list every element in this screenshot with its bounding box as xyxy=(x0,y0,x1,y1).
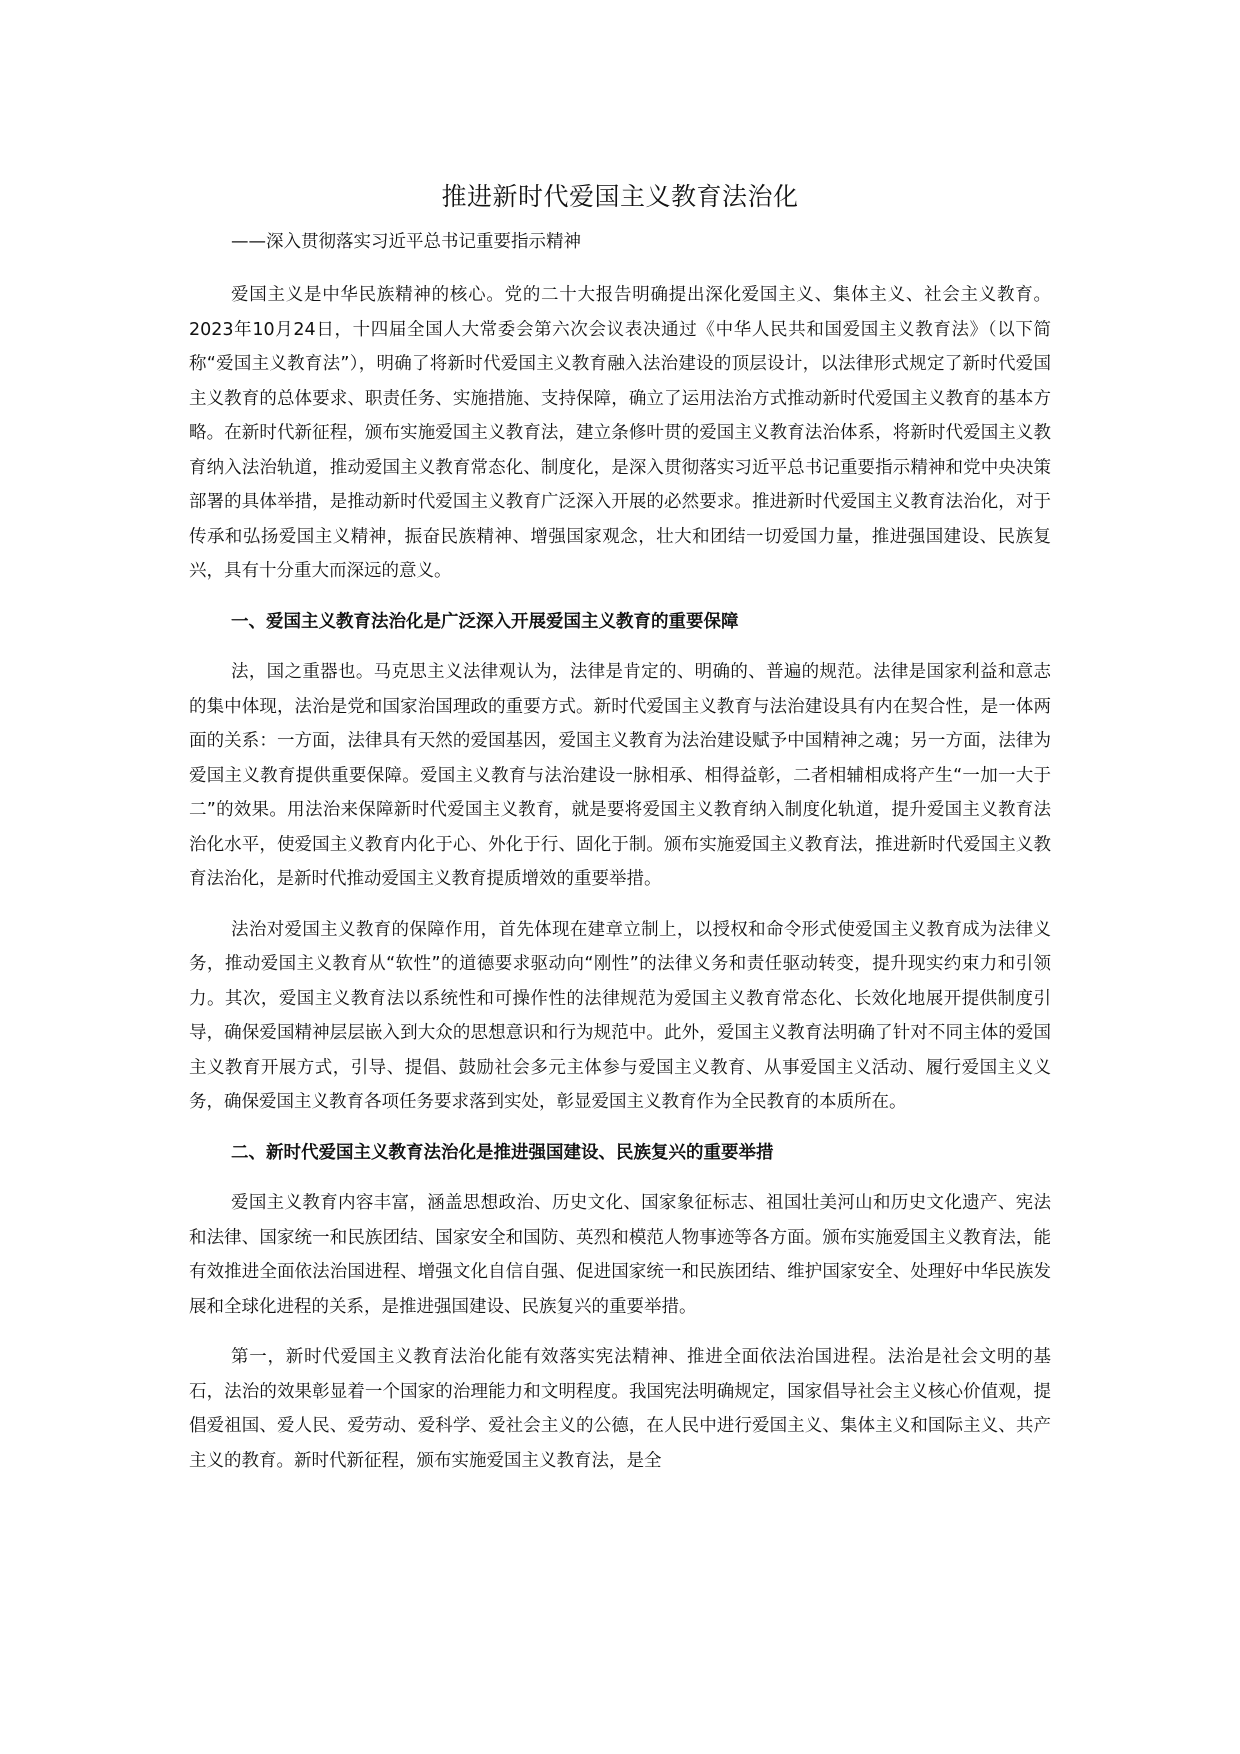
section-1-heading: 一、爱国主义教育法治化是广泛深入开展爱国主义教育的重要保障 xyxy=(231,611,739,632)
section-2-heading: 二、新时代爱国主义教育法治化是推进强国建设、民族复兴的重要举措 xyxy=(231,1142,774,1163)
document-body xyxy=(189,170,1051,1494)
section-2-paragraph-1: 爱国主义教育内容丰富，涵盖思想政治、历史文化、国家象征标志、祖国壮美河山和历史文化遗产、宪法和法律、国家统一和民族团结、国家安全和国防、英烈和模范人物事迹等各方面。颁布实施爱国主义教育法，能有效推进全面依法治国进程、增强文化自信自强、促进国家统一和民族团结、维护国家安全、处理好中华民族发展和全球化进程的关系，是推进强国建设、民族复兴的重要举措。 xyxy=(189,1193,1051,1317)
document-subtitle: ——深入贯彻落实习近平总书记重要指示精神 xyxy=(231,232,581,252)
intro-paragraph: 爱国主义是中华民族精神的核心。党的二十大报告明确提出深化爱国主义、集体主义、社会主义教育。2023年10月24日，十四届全国人大常委会第六次会议表决通过《中华人民共和国爱国主义教育法》（以下简称“爱国主义教育法”），明确了将新时代爱国主义教育融入法治建设的顶层设计，以法律形式规定了新时代爱国主义教育的总体要求、职责任务、实施措施、支持保障，确立了运用法治方式推动新时代爱国主义教育的基本方略。在新时代新征程，颁布实施爱国主义教育法，建立条修叶贯的爱国主义教育法治体系，将新时代爱国主义教育纳入法治轨道，推动爱国主义教育常态化、制度化，是深入贯彻落实习近平总书记重要指示精神和党中央决策部署的具体举措，是推动新时代爱国主义教育广泛深入开展的必然要求。推进新时代爱国主义教育法治化，对于传承和弘扬爱国主义精神，振奋民族精神、增强国家观念，壮大和团结一切爱国力量，推进强国建设、民族复兴，具有十分重大而深远的意义。 xyxy=(189,285,1051,581)
section-1-paragraph-1: 法，国之重器也。马克思主义法律观认为，法律是肯定的、明确的、普遍的规范。法律是国家利益和意志的集中体现，法治是党和国家治国理政的重要方式。新时代爱国主义教育与法治建设具有内在契合性，是一体两面的关系：一方面，法律具有天然的爱国基因，爱国主义教育为法治建设赋予中国精神之魂；另一方面，法律为爱国主义教育提供重要保障。爱国主义教育与法治建设一脉相承、相得益彰，二者相辅相成将产生“一加一大于二”的效果。用法治来保障新时代爱国主义教育，就是要将爱国主义教育纳入制度化轨道，提升爱国主义教育法治化水平，使爱国主义教育内化于心、外化于行、固化于制。颁布实施爱国主义教育法，推进新时代爱国主义教育法治化，是新时代推动爱国主义教育提质增效的重要举措。 xyxy=(189,662,1051,889)
section-2-paragraph-2: 第一，新时代爱国主义教育法治化能有效落实宪法精神、推进全面依法治国进程。法治是社会文明的基石，法治的效果彰显着一个国家的治理能力和文明程度。我国宪法明确规定，国家倡导社会主义核心价值观，提倡爱祖国、爱人民、爱劳动、爱科学、爱社会主义的公德，在人民中进行爱国主义、集体主义和国际主义、共产主义的教育。新时代新征程，颁布实施爱国主义教育法，是全 xyxy=(189,1347,1051,1471)
document-title: 推进新时代爱国主义教育法治化 xyxy=(441,182,799,211)
section-1-paragraph-2: 法治对爱国主义教育的保障作用，首先体现在建章立制上，以授权和命令形式使爱国主义教育成为法律义务，推动爱国主义教育从“软性”的道德要求驱动向“刚性”的法律义务和责任驱动转变，提升现实约束力和引领力。其次，爱国主义教育法以系统性和可操作性的法律规范为爱国主义教育常态化、长效化地展开提供制度引导，确保爱国精神层层嵌入到大众的思想意识和行为规范中。此外，爱国主义教育法明确了针对不同主体的爱国主义教育开展方式，引导、提倡、鼓励社会多元主体参与爱国主义教育、从事爱国主义活动、履行爱国主义义务，确保爱国主义教育各项任务要求落到实处，彰显爱国主义教育作为全民教育的本质所在。 xyxy=(189,919,1051,1112)
